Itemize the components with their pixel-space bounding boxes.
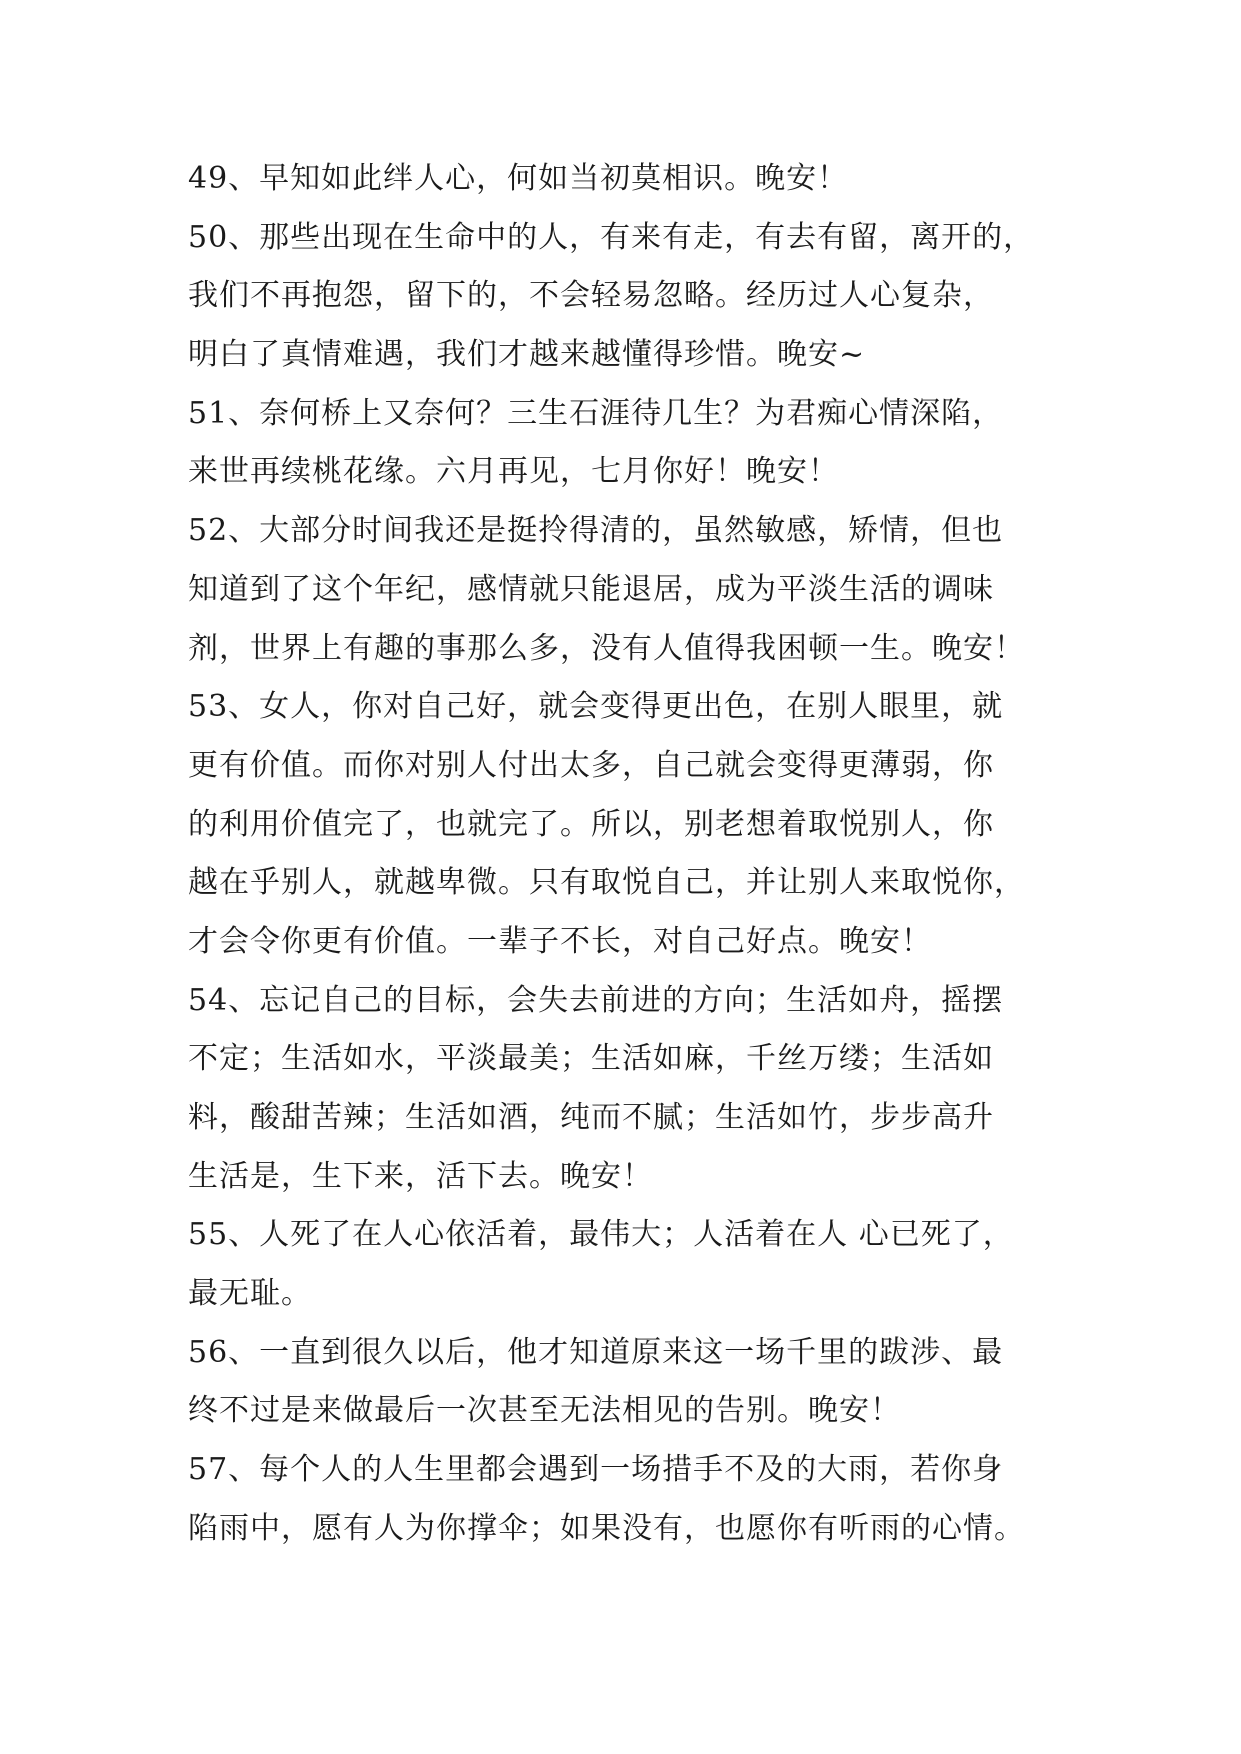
text-line: 53、女人，你对自己好，就会变得更出色，在别人眼里，就 (188, 689, 1004, 725)
text-line: 52、大部分时间我还是挺拎得清的，虽然敏感，矫情，但也 (188, 513, 1004, 549)
text-line: 50、那些出现在生命中的人，有来有走，有去有留，离开的， (188, 219, 1035, 255)
text-line: 陷雨中，愿有人为你撑伞；如果没有，也愿你有听雨的心情。 (188, 1510, 1025, 1546)
text-line: 更有价值。而你对别人付出太多，自己就会变得更薄弱，你 (188, 747, 994, 783)
text-line: 我们不再抱怨，留下的，不会轻易忽略。经历过人心复杂， (188, 278, 994, 314)
text-line: 剂，世界上有趣的事那么多，没有人值得我困顿一生。晚安！ (188, 630, 1025, 666)
text-line: 51、奈何桥上又奈何？三生石涯待几生？为君痴心情深陷， (188, 395, 1004, 431)
text-line: 越在乎别人，就越卑微。只有取悦自己，并让别人来取悦你， (188, 865, 1025, 901)
text-line: 的利用价值完了，也就完了。所以，别老想着取悦别人，你 (188, 806, 994, 842)
text-line: 知道到了这个年纪，感情就只能退居，成为平淡生活的调味 (188, 571, 994, 607)
document-body (188, 150, 1068, 1559)
text-line: 49、早知如此绊人心，何如当初莫相识。晚安！ (188, 161, 849, 196)
text-line: 最无耻。 (188, 1276, 312, 1312)
text-line: 生活是，生下来，活下去。晚安！ (188, 1158, 653, 1194)
text-line: 不定；生活如水，平淡最美；生活如麻，千丝万缕；生活如 (188, 1041, 994, 1077)
text-line: 终不过是来做最后一次甚至无法相见的告别。晚安！ (188, 1393, 901, 1429)
text-line: 明白了真情难遇，我们才越来越懂得珍惜。晚安~ (188, 337, 866, 373)
text-line: 54、忘记自己的目标，会失去前进的方向；生活如舟，摇摆 (188, 982, 1004, 1018)
text-line: 才会令你更有价值。一辈子不长，对自己好点。晚安！ (188, 923, 932, 959)
text-line: 56、一直到很久以后，他才知道原来这一场千里的跋涉、最 (188, 1334, 1004, 1370)
text-line: 57、每个人的人生里都会遇到一场措手不及的大雨，若你身 (188, 1452, 1004, 1488)
text-line: 55、人死了在人心依活着，最伟大；人活着在人 心已死了， (188, 1217, 1014, 1253)
text-line: 来世再续桃花缘。六月再见，七月你好！晚安！ (188, 454, 839, 490)
text-line: 料，酸甜苦辣；生活如酒，纯而不腻；生活如竹，步步高升 (188, 1100, 994, 1135)
